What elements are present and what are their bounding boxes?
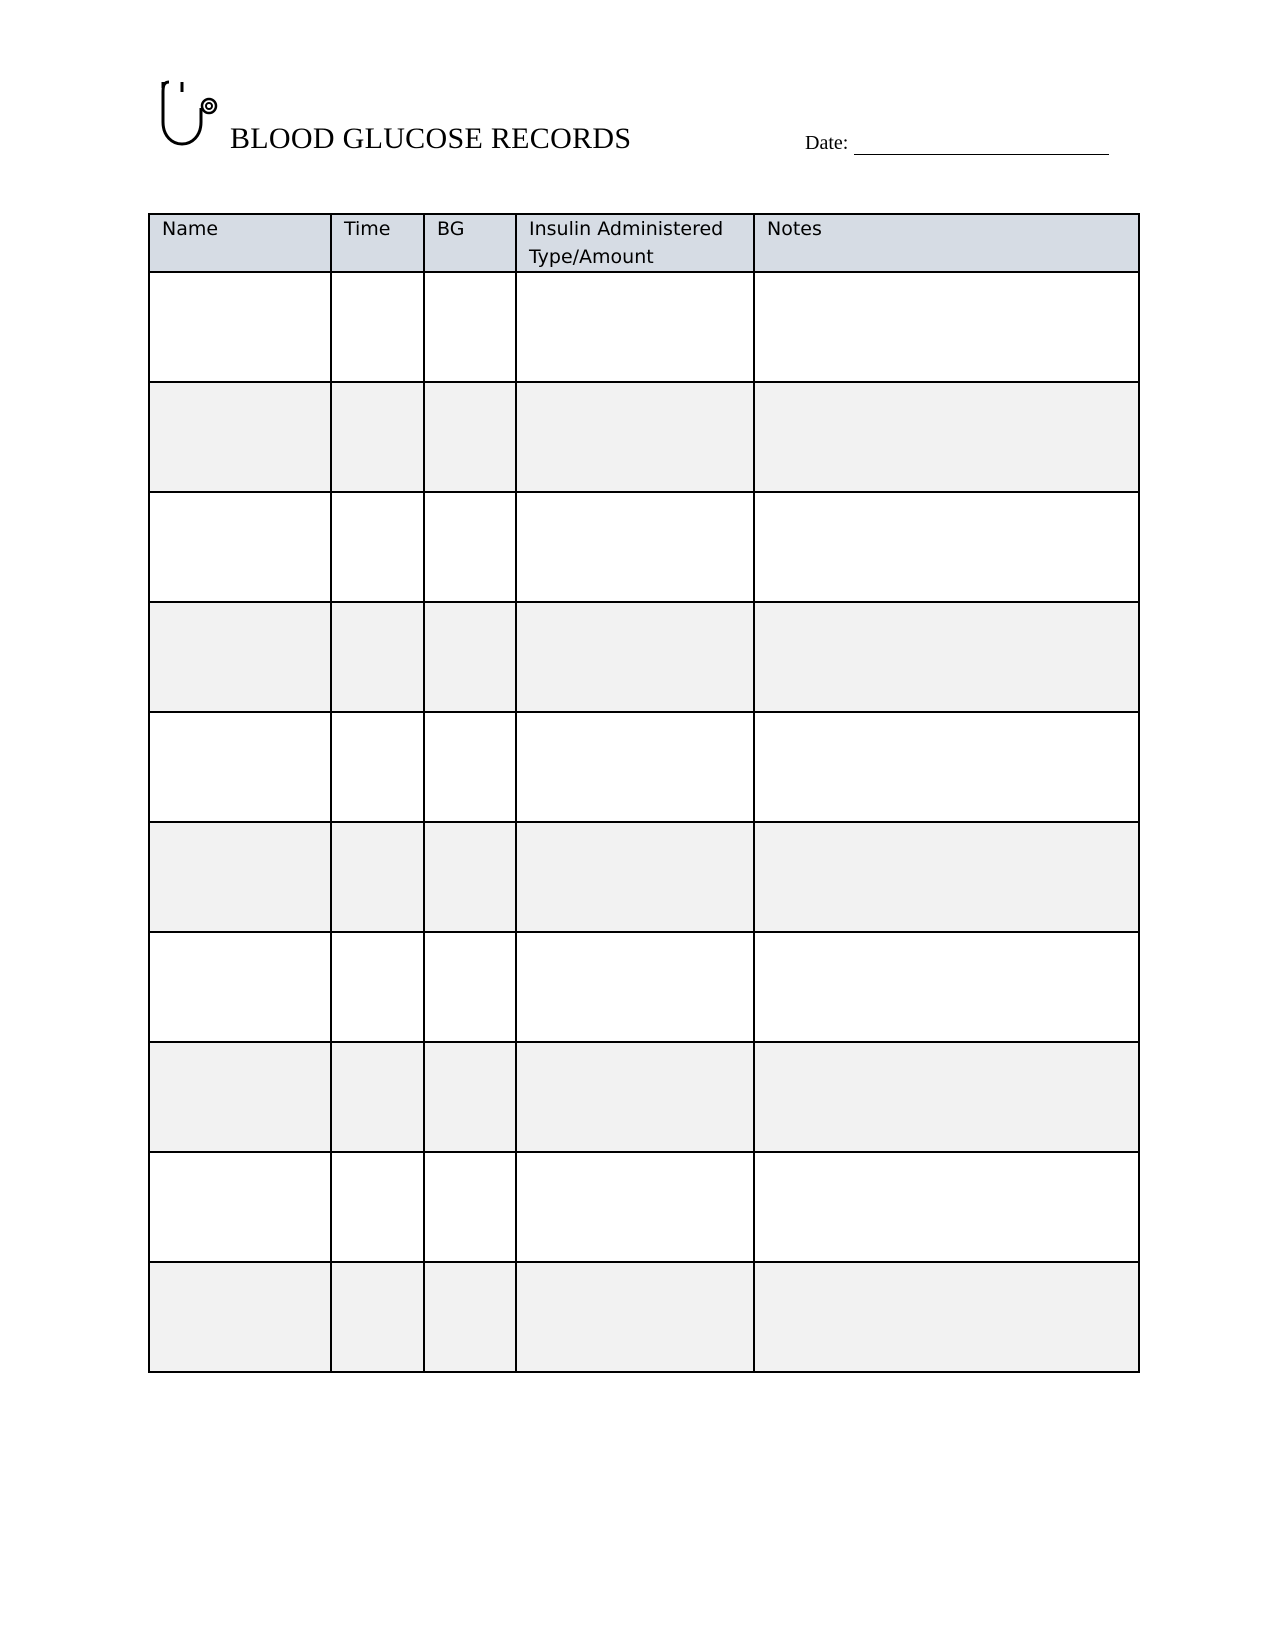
bg-cell[interactable] — [424, 272, 516, 382]
insulin-cell[interactable] — [516, 272, 754, 382]
table-row — [149, 1152, 1139, 1262]
stethoscope-icon — [160, 78, 222, 150]
time-cell[interactable] — [331, 1042, 424, 1152]
table-row — [149, 382, 1139, 492]
column-header-insulin: Insulin Administered Type/Amount — [516, 214, 754, 272]
name-cell[interactable] — [149, 492, 331, 602]
insulin-cell[interactable] — [516, 822, 754, 932]
notes-cell[interactable] — [754, 1042, 1139, 1152]
bg-cell[interactable] — [424, 602, 516, 712]
document-header — [150, 70, 1130, 170]
notes-cell[interactable] — [754, 1262, 1139, 1372]
table-row — [149, 492, 1139, 602]
time-cell[interactable] — [331, 272, 424, 382]
table-row — [149, 1042, 1139, 1152]
date-field — [805, 132, 1109, 155]
insulin-cell[interactable] — [516, 1152, 754, 1262]
table-row — [149, 822, 1139, 932]
notes-cell[interactable] — [754, 602, 1139, 712]
insulin-cell[interactable] — [516, 1262, 754, 1372]
name-cell[interactable] — [149, 382, 331, 492]
table-row — [149, 712, 1139, 822]
page-title: BLOOD GLUCOSE RECORDS — [230, 122, 632, 155]
date-input-line[interactable] — [854, 134, 1109, 155]
time-cell[interactable] — [331, 1152, 424, 1262]
time-cell[interactable] — [331, 492, 424, 602]
notes-cell[interactable] — [754, 272, 1139, 382]
insulin-cell[interactable] — [516, 1042, 754, 1152]
notes-cell[interactable] — [754, 382, 1139, 492]
insulin-cell[interactable] — [516, 712, 754, 822]
time-cell[interactable] — [331, 822, 424, 932]
time-cell[interactable] — [331, 712, 424, 822]
insulin-cell[interactable] — [516, 932, 754, 1042]
name-cell[interactable] — [149, 602, 331, 712]
table-row — [149, 602, 1139, 712]
name-cell[interactable] — [149, 1152, 331, 1262]
name-cell[interactable] — [149, 272, 331, 382]
insulin-cell[interactable] — [516, 602, 754, 712]
column-header-notes: Notes — [754, 214, 1139, 272]
name-cell[interactable] — [149, 1042, 331, 1152]
name-cell[interactable] — [149, 932, 331, 1042]
table-row — [149, 272, 1139, 382]
insulin-cell[interactable] — [516, 382, 754, 492]
table-row — [149, 1262, 1139, 1372]
glucose-records-table — [148, 213, 1140, 1373]
bg-cell[interactable] — [424, 492, 516, 602]
name-cell[interactable] — [149, 1262, 331, 1372]
table-row — [149, 932, 1139, 1042]
bg-cell[interactable] — [424, 822, 516, 932]
notes-cell[interactable] — [754, 712, 1139, 822]
column-header-bg: BG — [424, 214, 516, 272]
bg-cell[interactable] — [424, 1262, 516, 1372]
date-label: Date: — [805, 132, 849, 154]
name-cell[interactable] — [149, 822, 331, 932]
time-cell[interactable] — [331, 382, 424, 492]
insulin-cell[interactable] — [516, 492, 754, 602]
name-cell[interactable] — [149, 712, 331, 822]
table-header-row — [149, 214, 1139, 272]
bg-cell[interactable] — [424, 1042, 516, 1152]
time-cell[interactable] — [331, 602, 424, 712]
notes-cell[interactable] — [754, 822, 1139, 932]
bg-cell[interactable] — [424, 382, 516, 492]
bg-cell[interactable] — [424, 712, 516, 822]
column-header-time: Time — [331, 214, 424, 272]
bg-cell[interactable] — [424, 932, 516, 1042]
time-cell[interactable] — [331, 932, 424, 1042]
notes-cell[interactable] — [754, 932, 1139, 1042]
time-cell[interactable] — [331, 1262, 424, 1372]
bg-cell[interactable] — [424, 1152, 516, 1262]
notes-cell[interactable] — [754, 1152, 1139, 1262]
column-header-name: Name — [149, 214, 331, 272]
notes-cell[interactable] — [754, 492, 1139, 602]
